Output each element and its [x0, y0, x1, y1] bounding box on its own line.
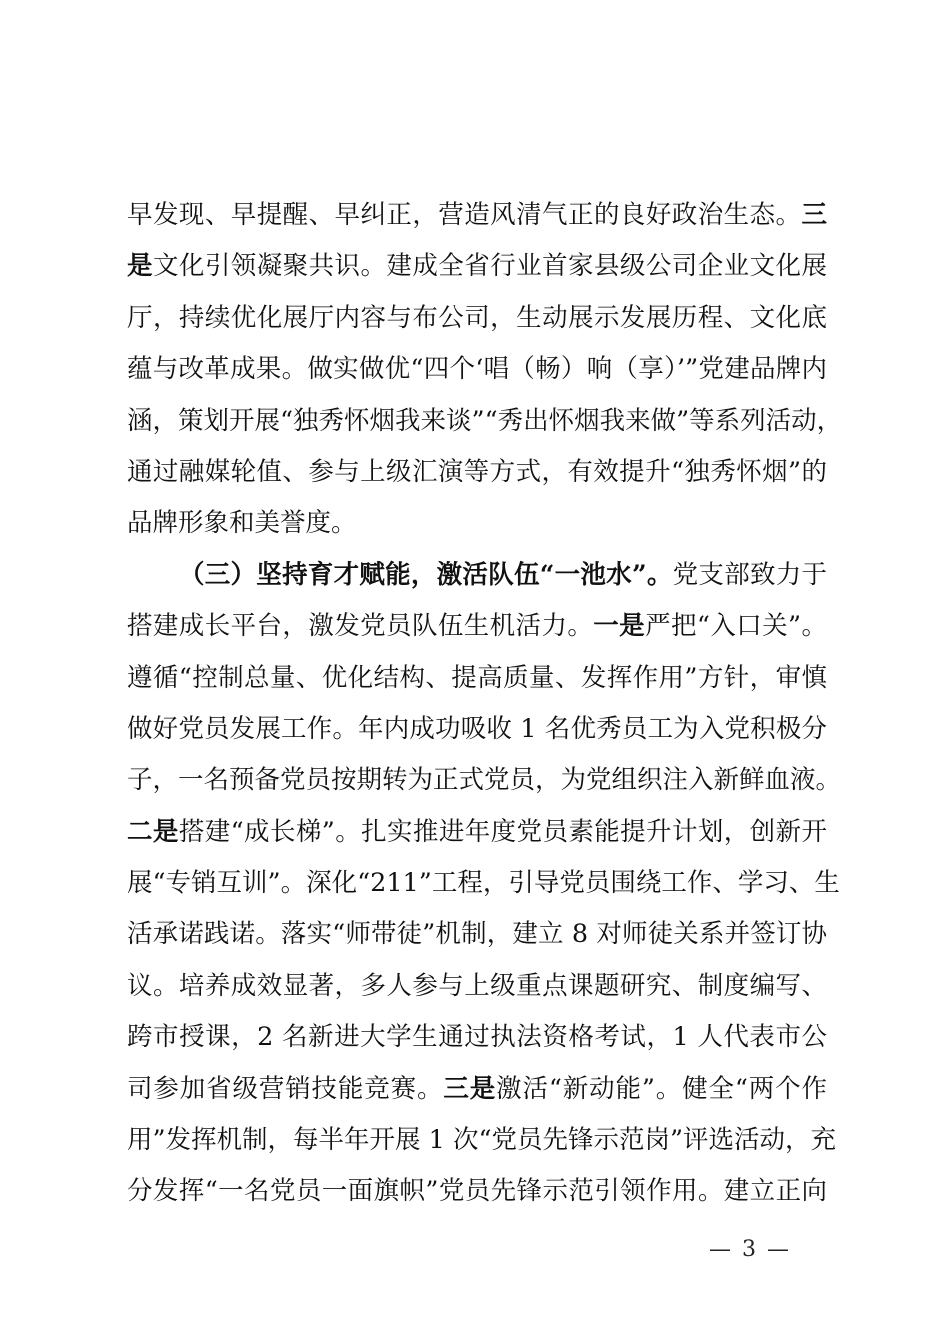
- text-line: [127, 241, 827, 292]
- text-line: 涵，策划开展“独秀怀烟我来谈”“秀出怀烟我来做”等系列活动，: [127, 405, 843, 436]
- text-line: 蕴与改革成果。做实做优“四个‘唱（畅）响（享）’”党建品牌内: [127, 354, 827, 385]
- text-run: 党支部致力于: [672, 559, 827, 590]
- text-line: 用”发挥机制，每半年开展 1 次“党员先锋示范岗”评选活动，充: [127, 1125, 837, 1156]
- text-run: 激活“新动能”。健全“两个作: [496, 1073, 827, 1104]
- text-run: 搭建成长平台，激发党员队伍生机活力。: [127, 611, 594, 642]
- text-line: 跨市授课，2 名新进大学生通过执法资格考试，1 人代表市公: [127, 1022, 827, 1053]
- text-line: 子，一名预备党员按期转为正式党员，为党组织注入新鲜血液。: [127, 765, 842, 796]
- text-line: 厅，持续优化展厅内容与布公司，生动展示发展历程、文化底: [127, 302, 827, 333]
- text-line: 议。培养成效显著，多人参与上级重点课题研究、制度编写、: [127, 970, 827, 1001]
- text-line: [127, 807, 827, 858]
- text-line: 做好党员发展工作。年内成功吸收 1 名优秀员工为入党积极分: [127, 713, 827, 744]
- section-heading: （三）坚持育才赋能，激活队伍“一池水”。: [179, 559, 673, 590]
- text-line: 活承诺践诺。落实“师带徒”机制，建立 8 对师徒关系并签订协: [127, 919, 827, 950]
- text-line: [127, 190, 827, 241]
- bold-run: 一是: [593, 611, 646, 642]
- body-text: [127, 190, 843, 1218]
- text-run: 早发现、早提醒、早纠正，营造风清气正的良好政治生态。: [127, 200, 802, 230]
- text-run: 严把“入口关”。: [645, 611, 827, 642]
- text-line: 通过融媒轮值、参与上级汇演等方式，有效提升“独秀怀烟”的: [127, 456, 827, 487]
- text-run: 司参加省级营销技能竞赛。: [127, 1073, 444, 1104]
- bold-run: 三: [801, 200, 827, 230]
- text-line: [127, 1064, 827, 1115]
- bold-run: 是: [127, 251, 153, 282]
- bold-run: 三是: [443, 1073, 497, 1104]
- text-run: 文化引领凝聚共识。建成全省行业首家县级公司企业文化展: [152, 251, 827, 282]
- page-number: — 3 —: [709, 1237, 791, 1262]
- text-line: [127, 601, 827, 652]
- text-line: 分发挥“一名党员一面旗帜”党员先锋示范引领作用。建立正向: [127, 1176, 827, 1207]
- text-line: 遵循“控制总量、优化结构、提高质量、发挥作用”方针，审慎: [127, 662, 827, 693]
- text-run: 搭建“成长梯”。扎实推进年度党员素能提升计划，创新开: [178, 816, 827, 847]
- text-line: 展“专销互训”。深化“211”工程，引导党员围绕工作、学习、生: [127, 868, 840, 899]
- section-heading-line: [127, 550, 827, 601]
- bold-run: 二是: [127, 816, 179, 847]
- text-line: 品牌形象和美誉度。: [127, 508, 357, 539]
